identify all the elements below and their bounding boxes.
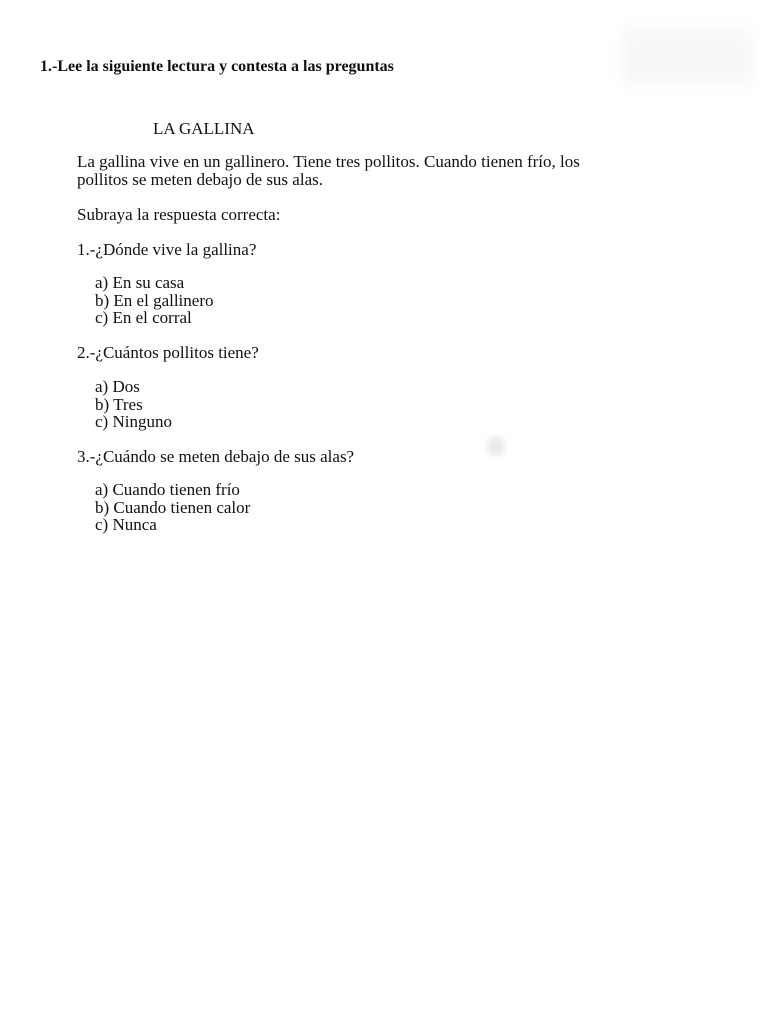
answer-option: b) Cuando tienen calor bbox=[95, 497, 251, 517]
scan-artifact bbox=[487, 436, 505, 456]
answer-option: b) En el gallinero bbox=[95, 290, 214, 310]
question-3-options bbox=[95, 481, 250, 534]
answer-option: a) Dos bbox=[95, 377, 140, 396]
answer-option: c) En el corral bbox=[95, 308, 192, 327]
answer-option: a) Cuando tienen frío bbox=[95, 480, 240, 499]
answer-option: c) Nunca bbox=[95, 515, 157, 534]
reading-passage bbox=[77, 153, 637, 189]
question-2-options bbox=[95, 378, 172, 431]
answer-option: a) En su casa bbox=[95, 273, 185, 292]
story-title: LA GALLINA bbox=[153, 119, 255, 138]
question-1: 1.-¿Dónde vive la gallina? bbox=[77, 240, 257, 259]
question-2: 2.-¿Cuántos pollitos tiene? bbox=[77, 343, 259, 362]
answer-option: b) Tres bbox=[95, 394, 143, 414]
answer-directive: Subraya la respuesta correcta: bbox=[77, 205, 281, 224]
question-3: 3.-¿Cuándo se meten debajo de sus alas? bbox=[77, 447, 355, 466]
question-1-options bbox=[95, 274, 214, 327]
passage-line: pollitos se meten debajo de sus alas. bbox=[77, 170, 323, 189]
scan-artifact bbox=[622, 28, 752, 86]
passage-line: La gallina vive en un gallinero. Tiene tres pollitos. Cuando tienen frío, los bbox=[77, 152, 580, 171]
answer-option: c) Ninguno bbox=[95, 412, 172, 431]
exercise-instruction: 1.-Lee la siguiente lectura y contesta a las preguntas bbox=[40, 58, 394, 75]
